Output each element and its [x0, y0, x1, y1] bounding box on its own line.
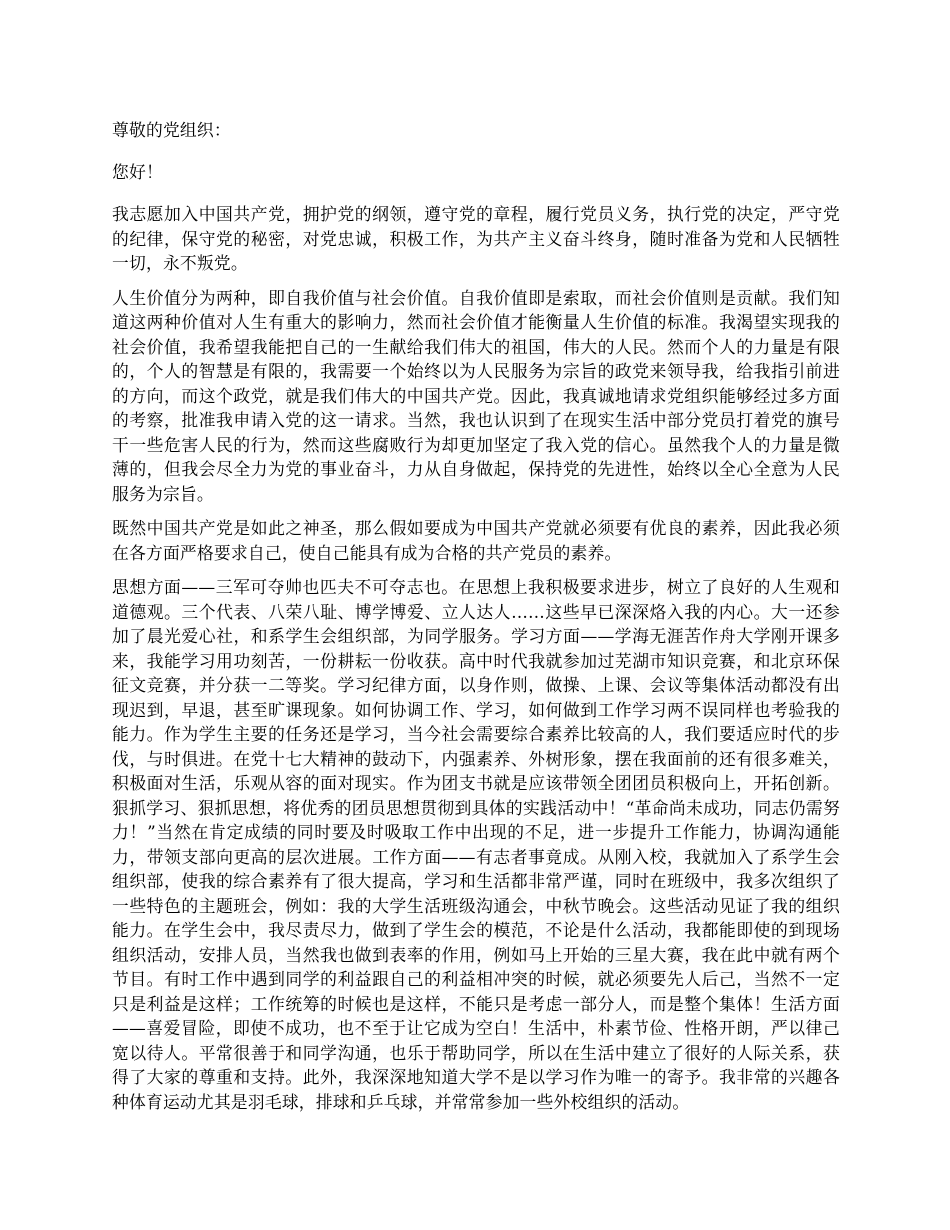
paragraph-pledge: 我志愿加入中国共产党，拥护党的纲领，遵守党的章程，履行党员义务，执行党的决定，严守党的纪律，保守党的秘密，对党忠诚，积极工作，为共产主义奋斗终身，随时准备为党和人民牺牲一切，永不叛党。 — [112, 204, 840, 273]
paragraph-life-values: 人生价值分为两种，即自我价值与社会价值。自我价值即是索取，而社会价值则是贡献。我们知道这两种价值对人生有重大的影响力，然而社会价值才能衡量人生价值的标准。我渴望实现我的社会价值，我希望我能把自己的一生献给我们伟大的祖国，伟大的人民。然而个人的力量是有限的，个人的智慧是有限的，我需要一个始终以为人民服务为宗旨的政党来领导我，给我指引前进的方向，而这个政党，就是我们伟大的中国共产党。因此，我真诚地请求党组织能够经过多方面的考察，批准我申请入党的这一请求。当然，我也认识到了在现实生活中部分党员打着党的旗号干一些危害人民的行为，然而这些腐败行为却更加坚定了我入党的信心。虽然我个人的力量是微薄的，但我会尽全力为党的事业奋斗，力从自身做起，保持党的先进性，始终以全心全意为人民服务为宗旨。 — [112, 287, 840, 504]
salutation: 尊敬的党组织： — [112, 120, 231, 140]
paragraph-self-assessment: 思想方面——三军可夺帅也匹夫不可夺志也。在思想上我积极要求进步，树立了良好的人生观和道德观。三个代表、八荣八耻、博学博爱、立人达人……这些早已深深烙入我的内心。大一还参加了晨光爱心社，和系学生会组织部，为同学服务。学习方面——学海无涯苦作舟大学刚开课多来，我能学习用功刻苦，一份耕耘一份收获。高中时代我就参加过芜湖市知识竞赛，和北京环保征文竞赛，并分获一二等奖。学习纪律方面，以身作则，做操、上课、会议等集体活动都没有出现迟到，早退，甚至旷课现象。如何协调工作、学习，如何做到工作学习两不误同样也考验我的能力。作为学生主要的任务还是学习，当今社会需要综合素养比较高的人，我们要适应时代的步伐，与时俱进。在党十七大精神的鼓动下，内强素养、外树形象，摆在我面前的还有很多难关，积极面对生活，乐观从容的面对现实。作为团支书就是应该带领全团团员积极向上，开拓创新。狠抓学习、狠抓思想，将优秀的团员思想贯彻到具体的实践活动中！“革命尚未成功，同志仍需努力！”当然在肯定成绩的同时要及时吸取工作中出现的不足，进一步提升工作能力，协调沟通能力，带领支部向更高的层次进展。工作方面——有志者事竟成。从刚入校，我就加入了系学生会组织部，使我的综合素养有了很大提高，学习和生活都非常严谨，同时在班级中，我多次组织了一些特色的主题班会，例如：我的大学生活班级沟通会，中秋节晚会。这些活动见证了我的组织能力。在学生会中，我尽责尽力，做到了学生会的模范，不论是什么活动，我都能即使的到现场组织活动，安排人员，当然我也做到表率的作用，例如马上开始的三星大赛，我在此中就有两个节目。有时工作中遇到同学的利益跟自己的利益相冲突的时候，就必须要先人后己，当然不一定只是利益是这样；工作统筹的时候也是这样，不能只是考虑一部分人，而是整个集体！生活方面——喜爱冒险，即使不成功，也不至于让它成为空白！生活中，朴素节俭、性格开朗，严以律己宽以待人。平常很善于和同学沟通，也乐于帮助同学，所以在生活中建立了很好的人际关系，获得了大家的尊重和支持。此外，我深深地知道大学不是以学习作为唯一的寄予。我非常的兴趣各种体育运动尤其是羽毛球，排球和乒乓球，并常常参加一些外校组织的活动。 — [112, 577, 840, 1112]
paragraph-requirements: 既然中国共产党是如此之神圣，那么假如要成为中国共产党就必须要有优良的素养，因此我必须在各方面严格要求自己，使自己能具有成为合格的共产党员的素养。 — [112, 518, 840, 563]
greeting: 您好！ — [112, 161, 163, 182]
document-content — [112, 118, 840, 1124]
